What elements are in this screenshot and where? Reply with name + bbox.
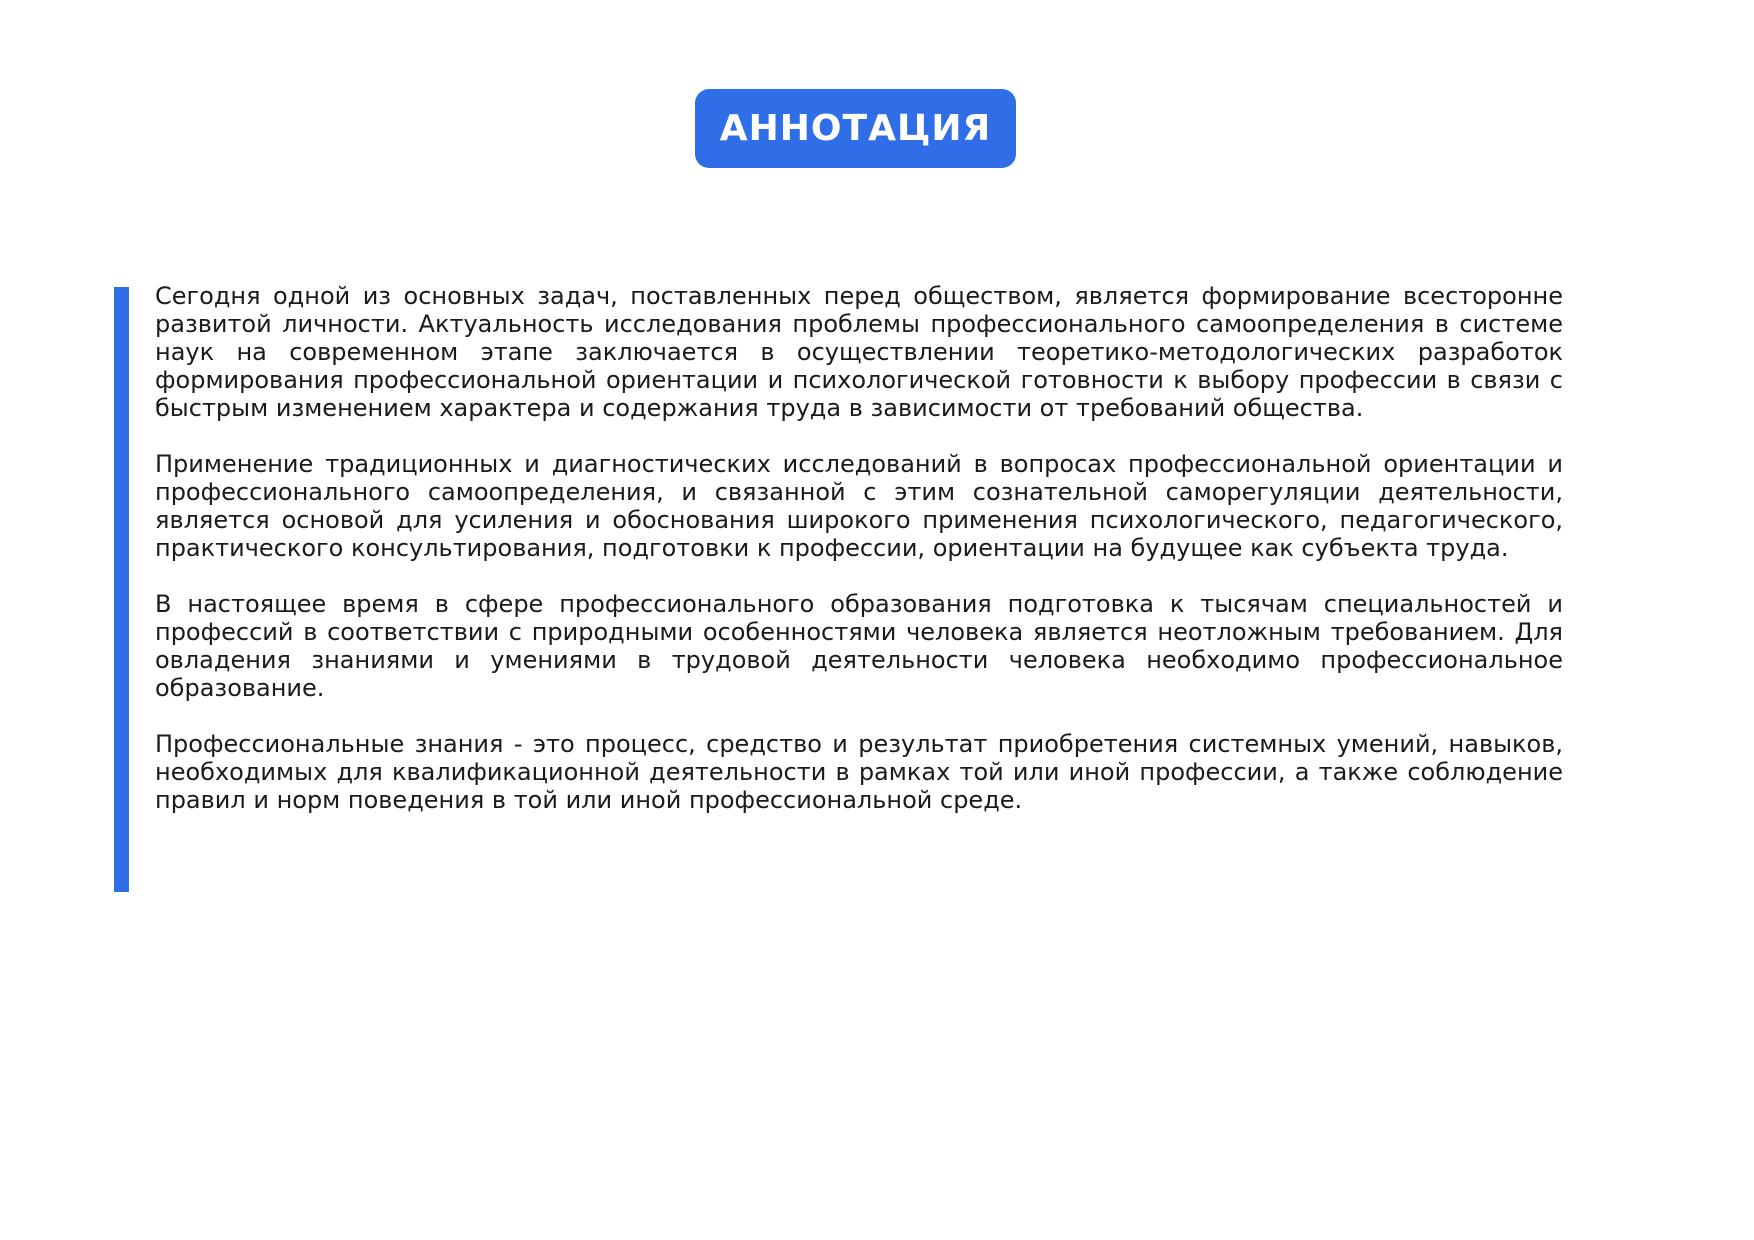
annotation-body	[155, 282, 1563, 842]
paragraph-3: В настоящее время в сфере профессионального образования подготовка к тысячам специальностей и профессий в соответствии с природными особенностями человека является неотложным требованием. Для овладения знаниями и умениями в трудовой деятельности человека необходимо профессиональное образование.	[155, 590, 1563, 702]
page-title: АННОТАЦИЯ	[719, 108, 992, 149]
paragraph-4: Профессиональные знания - это процесс, средство и результат приобретения системных умений, навыков, необходимых для квалификационной деятельности в рамках той или иной профессии, а также соблюдение правил и норм поведения в той или иной профессиональной среде.	[155, 730, 1563, 814]
accent-bar	[114, 287, 129, 892]
paragraph-1: Сегодня одной из основных задач, поставленных перед обществом, является формирование всесторонне развитой личности. Актуальность исследования проблемы профессионального самоопределения в системе наук на современном этапе заключается в осуществлении теоретико-методологических разработок формирования профессиональной ориентации и психологической готовности к выбору профессии в связи с быстрым изменением характера и содержания труда в зависимости от требований общества.	[155, 282, 1563, 422]
paragraph-2: Применение традиционных и диагностических исследований в вопросах профессиональной ориентации и профессионального самоопределения, и связанной с этим сознательной саморегуляции деятельности, является основой для усиления и обоснования широкого применения психологического, педагогического, практического консультирования, подготовки к профессии, ориентации на будущее как субъекта труда.	[155, 450, 1563, 562]
title-badge	[695, 89, 1016, 168]
